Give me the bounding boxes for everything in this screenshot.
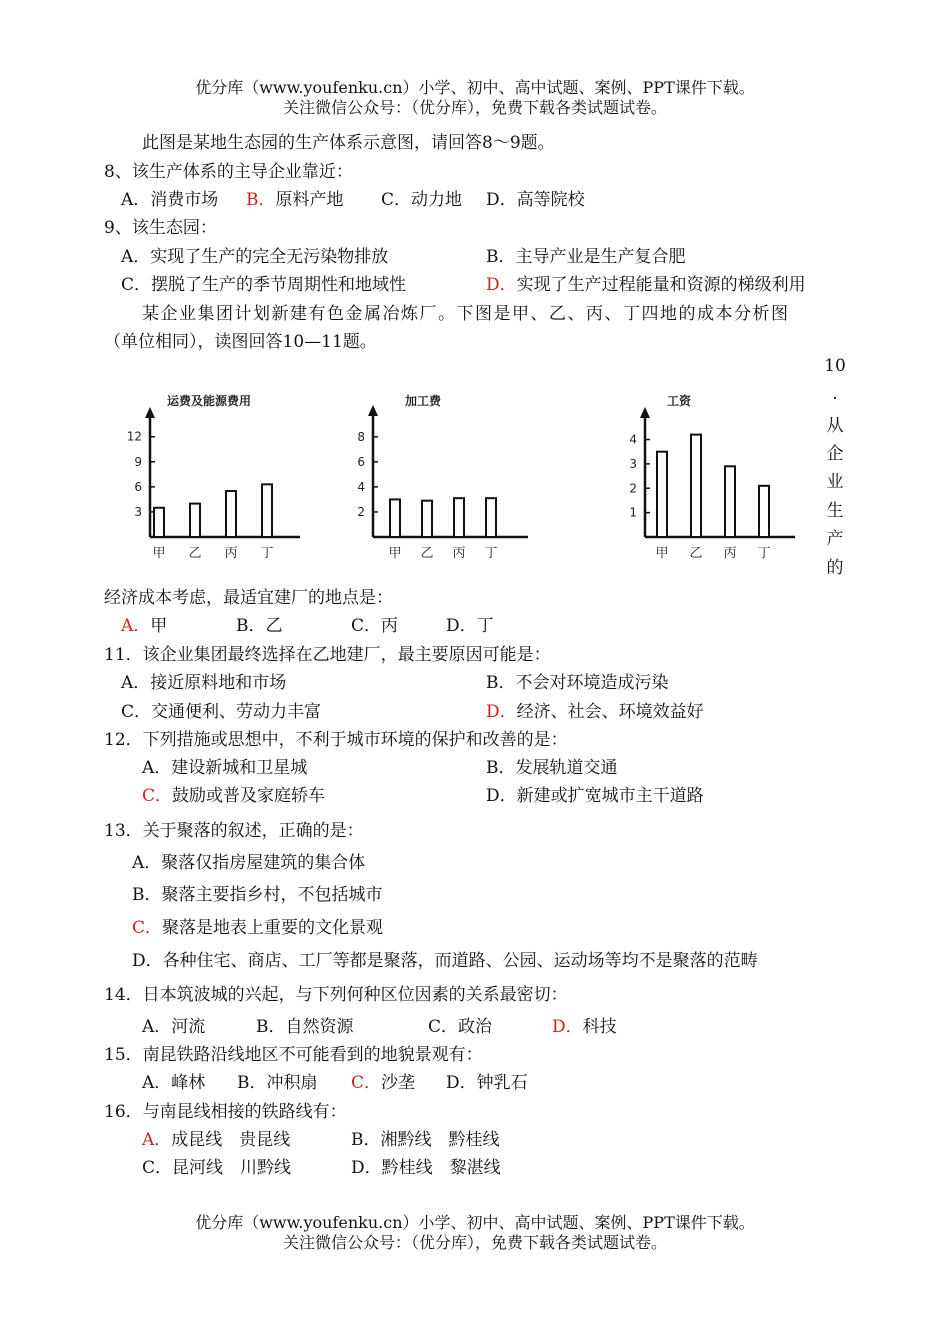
q12-stem: 12．下列措施或思想中，不利于城市环境的保护和改善的是： [104, 730, 568, 750]
chart-transport-energy-svg [115, 380, 315, 570]
q13-option-a: A．聚落仅指房屋建筑的集合体 [132, 853, 366, 873]
q10-option-c: C．丙 [351, 616, 399, 636]
q16-option-b: B．湘黔线 黔桂线 [351, 1130, 500, 1150]
category-label: 乙 [420, 546, 434, 561]
chart-wages [600, 380, 810, 570]
bar [390, 499, 400, 537]
q11-option-b: B．不会对环境造成污染 [486, 673, 669, 693]
q13-stem: 13．关于聚落的叙述，正确的是： [104, 821, 364, 841]
category-label: 乙 [188, 546, 202, 561]
q15-option-b: B．冲积扇 [237, 1073, 318, 1093]
q15-option-d: D．钟乳石 [446, 1073, 528, 1093]
y-tick-label: 9 [134, 454, 142, 469]
header-line-2: 关注微信公众号：（优分库），免费下载各类试题试卷。 [282, 98, 667, 117]
bar [657, 452, 667, 537]
q8-option-d: D．高等院校 [486, 190, 585, 210]
category-label: 丁 [484, 546, 498, 561]
q10-option-d: D．丁 [446, 616, 494, 636]
y-axis-arrow [640, 407, 650, 418]
bar [725, 466, 735, 537]
q16-option-c: C．昆河线 川黔线 [142, 1158, 292, 1178]
chart-title: 运费及能源费用 [167, 394, 252, 408]
q15-answer-letter: C． [351, 1073, 382, 1093]
chart-transport-energy [115, 380, 315, 570]
q16-answer-letter: A． [142, 1130, 172, 1150]
q9-option-a: A．实现了生产的完全无污染物排放 [121, 247, 389, 267]
q14-option-b: B．自然资源 [256, 1017, 354, 1037]
q14-option-c: C．政治 [428, 1017, 493, 1037]
q8-option-b: B．原料产地 [246, 190, 344, 210]
q11-option-d: D．经济、社会、环境效益好 [486, 702, 704, 722]
chart-processing-svg [343, 380, 543, 570]
y-tick-label: 12 [126, 429, 142, 444]
q8-option-a: A．消费市场 [121, 190, 219, 210]
bar [454, 498, 464, 537]
bar [422, 501, 432, 537]
q12-option-a: A．建设新城和卫星城 [142, 758, 308, 778]
chart-title: 工资 [667, 394, 692, 408]
y-axis-arrow [368, 405, 378, 416]
q9-option-c: C．摆脱了生产的季节周期性和地域性 [121, 275, 407, 295]
header-line-1: 优分库（www.youfenku.cn）小学、初中、高中试题、案例、PPT课件下载。 [195, 78, 755, 97]
q9-option-b: B．主导产业是生产复合肥 [486, 247, 686, 267]
category-label: 甲 [655, 546, 669, 561]
q16-option-d: D．黔桂线 黎湛线 [351, 1158, 501, 1178]
bar [691, 435, 701, 537]
q11-option-a: A．接近原料地和市场 [121, 673, 287, 693]
intro-8-9: 此图是某地生态园的生产体系示意图，请回答8～9题。 [142, 133, 555, 153]
y-axis-arrow [145, 407, 155, 418]
q10-option-a: A．甲 [121, 616, 168, 636]
category-label: 丁 [757, 546, 771, 561]
q14-stem: 14．日本筑波城的兴起，与下列何种区位因素的关系最密切： [104, 985, 568, 1005]
q11-stem: 11．该企业集团最终选择在乙地建厂，最主要原因可能是： [104, 645, 551, 665]
q10-answer-letter: A． [121, 616, 151, 636]
category-label: 甲 [388, 546, 402, 561]
chart-processing [343, 380, 543, 570]
chart-title: 加工费 [405, 394, 442, 408]
q10-stem-rest: 经济成本考虑，最适宜建厂的地点是： [104, 588, 393, 608]
footer-line-2: 关注微信公众号：（优分库），免费下载各类试题试卷。 [282, 1233, 667, 1252]
q14-option-d: D．科技 [552, 1017, 617, 1037]
category-label: 丙 [723, 546, 737, 561]
y-tick-label: 1 [629, 505, 637, 520]
q10-vertical-char: 10 [824, 356, 846, 376]
category-label: 乙 [689, 546, 703, 561]
y-tick-label: 3 [134, 504, 142, 519]
q11-option-c: C．交通便利、劳动力丰富 [121, 702, 322, 722]
intro-10-11-line-1: 某企业集团计划新建有色金属冶炼厂。下图是甲、乙、丙、丁四地的成本分析图 [142, 304, 790, 324]
q13-option-c: C．聚落是地表上重要的文化景观 [132, 918, 384, 938]
intro-10-11-line-2: （单位相同），读图回答10—11题。 [104, 332, 377, 352]
q10-vertical-char: 业 [826, 472, 844, 492]
y-tick-label: 8 [357, 429, 365, 444]
q9-stem: 9、该生态园： [104, 218, 217, 238]
q8-stem: 8、该生产体系的主导企业靠近： [104, 162, 353, 182]
category-label: 丙 [224, 546, 238, 561]
q12-option-c: C．鼓励或普及家庭轿车 [142, 786, 326, 806]
bar [154, 508, 164, 537]
q10-vertical-char: 产 [826, 529, 844, 549]
q10-vertical-char: 生 [826, 501, 844, 521]
q15-option-a: A．峰林 [142, 1073, 206, 1093]
q10-option-b: B．乙 [236, 616, 283, 636]
q13-option-d: D．各种住宅、商店、工厂等都是聚落，而道路、公园、运动场等均不是聚落的范畴 [132, 951, 758, 971]
q12-option-d: D．新建或扩宽城市主干道路 [486, 786, 704, 806]
q10-vertical-char: 企 [826, 444, 844, 464]
q9-option-d: D．实现了生产过程能量和资源的梯级利用 [486, 275, 806, 295]
q11-answer-letter: D． [486, 702, 517, 722]
bar [486, 498, 496, 537]
q13-option-b: B．聚落主要指乡村，不包括城市 [132, 885, 383, 905]
y-tick-label: 6 [134, 479, 142, 494]
q12-option-b: B．发展轨道交通 [486, 758, 618, 778]
y-tick-label: 2 [357, 504, 365, 519]
bar [262, 484, 272, 537]
q10-vertical-char: 的 [826, 558, 844, 578]
y-tick-label: 3 [629, 456, 637, 471]
footer-line-1: 优分库（www.youfenku.cn）小学、初中、高中试题、案例、PPT课件下载。 [195, 1213, 755, 1232]
q16-option-a: A．成昆线 贵昆线 [142, 1130, 291, 1150]
bar [226, 491, 236, 537]
bar [759, 486, 769, 537]
q13-answer-letter: C． [132, 918, 163, 938]
q14-option-a: A．河流 [142, 1017, 206, 1037]
y-tick-label: 4 [357, 479, 365, 494]
q8-answer-letter: B． [246, 190, 276, 210]
q8-option-c: C．动力地 [381, 190, 463, 210]
category-label: 丙 [452, 546, 466, 561]
q10-vertical-char: . [832, 384, 838, 404]
y-tick-label: 4 [629, 432, 637, 447]
category-label: 甲 [152, 546, 166, 561]
q9-answer-letter: D． [486, 275, 517, 295]
q16-stem: 16．与南昆线相接的铁路线有： [104, 1102, 347, 1122]
q15-option-c: C．沙垄 [351, 1073, 416, 1093]
q10-vertical-char: 从 [826, 416, 844, 436]
y-tick-label: 2 [629, 481, 637, 496]
q12-answer-letter: C． [142, 786, 173, 806]
q15-stem: 15．南昆铁路沿线地区不可能看到的地貌景观有： [104, 1045, 483, 1065]
q14-answer-letter: D． [552, 1017, 583, 1037]
category-label: 丁 [260, 546, 274, 561]
chart-wages-svg [600, 380, 810, 570]
bar [190, 504, 200, 537]
y-tick-label: 6 [357, 454, 365, 469]
